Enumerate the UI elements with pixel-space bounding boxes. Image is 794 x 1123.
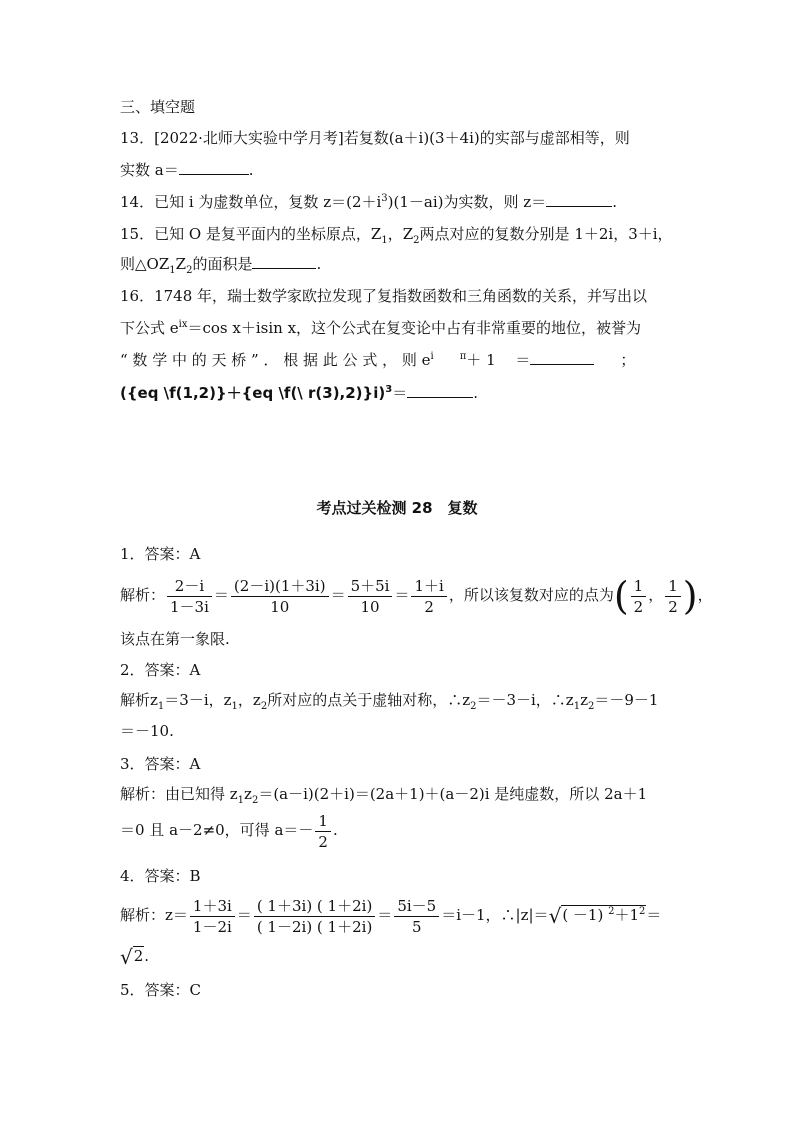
answer-blank (179, 160, 249, 175)
question-15-line-2: 则$\triangle OZ_1Z_2$的面积是 . (120, 255, 322, 276)
answer-4-heading: 4．答案：B (120, 867, 201, 885)
answer-blank (252, 254, 316, 269)
square-root: ( －1) $^2+1^2$ (562, 906, 646, 924)
answer-1-heading: 1．答案：A (120, 545, 201, 563)
answer-4-line-2: √2. (120, 945, 150, 969)
question-16-line-1: 16．1748 年，瑞士数学家欧拉发现了复指数函数和三角函数的关系，并写出以 (120, 287, 648, 305)
fraction: $\frac{1+3i}{1-2i}$ (190, 897, 235, 936)
answer-3-heading: 3．答案：A (120, 755, 201, 773)
answer-2-line-2: ＝－10. (120, 722, 174, 740)
question-16-line-4: ({eq \f(1,2)}＋{eq \f(\ r(3),2)}i)$^3$＝ . (120, 384, 478, 402)
page-title: 考点过关检测 28 复数 (316, 499, 478, 517)
question-13-line-2: 实数 a＝ . (120, 161, 254, 179)
fraction: $\frac{5+5i}{10}$ (348, 577, 393, 616)
fraction: $\frac{2-i}{1-3i}$ (167, 577, 212, 616)
answer-1-solution: 解析： $\frac{2-i}{1-3i}$ ＝ $\frac{(2-i)(1+3i)}{10}$ ＝ $\frac{5+5i}{10}$ ＝ $\frac{1+i}{2}$ ，所以该复数对应的点为( $\frac{1}{2}$ ， $\frac{1}{2}$ )， (120, 574, 713, 618)
fraction: $\frac{5i-5}{5}$ (394, 897, 439, 936)
answer-blank (546, 192, 612, 207)
question-16-line-3: “ 数 学 中 的 天 桥 ” ． 根 据 此 公 式 ， 则 $e^i$ $^\pi$＋ 1 ＝ ； (120, 351, 636, 369)
answer-1-line-2: 该点在第一象限. (120, 630, 230, 648)
fraction: $\frac{1}{2}$ (631, 577, 647, 616)
answer-blank (407, 383, 473, 398)
answer-blank (530, 350, 594, 365)
fraction: $\frac{1+i}{2}$ (411, 577, 446, 616)
answer-2-solution: 解析$z_1=3-i$，$z_1$，$z_2$所对应的点关于虚轴对称，$\therefore z_2=-3-i$，$\therefore z_1z_2=-9-1$ (120, 691, 659, 712)
answer-4-solution: 解析：z＝ $\frac{1+3i}{1-2i}$ ＝ $\frac{( 1+3i) ( 1+2i)}{( 1-2i) ( 1+2i)}$ ＝ $\frac{5i-5}{5}$ ＝i－1，∴|z|＝√( －1) $^2+1^2=$ (120, 896, 662, 936)
question-16-line-2: 下公式 $e^{ix}=\cos$ x＋isin x，这个公式在复变论中占有非常重要的地位，被誉为 (120, 319, 642, 337)
question-15-line-1: 15．已知 O 是复平面内的坐标原点，$Z_1$，$Z_2$两点对应的复数分别是 1＋2i，3＋i， (120, 225, 673, 246)
question-14: 14．已知 i 为虚数单位，复数 $z=(2+i^3)(1-ai)$为实数，则 z＝ . (120, 193, 617, 211)
section-heading: 三、填空题 (120, 98, 196, 116)
fraction: $\frac{1}{2}$ (665, 577, 681, 616)
question-13-line-1: 13．[2022·北师大实验中学月考]若复数(a＋i)(3＋4i)的实部与虚部相等，则 (120, 129, 630, 147)
answer-3-solution: 解析：由已知得 $z_1z_2=(a-i)(2+i)=(2a+1)+(a-2)i$ 是纯虚数，所以 2a＋1 (120, 785, 648, 806)
fraction: $\frac{1}{2}$ (315, 812, 331, 851)
answer-5-heading: 5．答案：C (120, 981, 202, 999)
answer-3-line-2: ＝0 且 a－2≠0，可得 a＝－ $\frac{1}{2}$ . (120, 811, 338, 851)
fraction: $\frac{( 1+3i) ( 1+2i)}{( 1-2i) ( 1+2i)}$ (254, 897, 375, 936)
fraction: $\frac{(2-i)(1+3i)}{10}$ (231, 577, 329, 616)
answer-2-heading: 2．答案：A (120, 661, 201, 679)
